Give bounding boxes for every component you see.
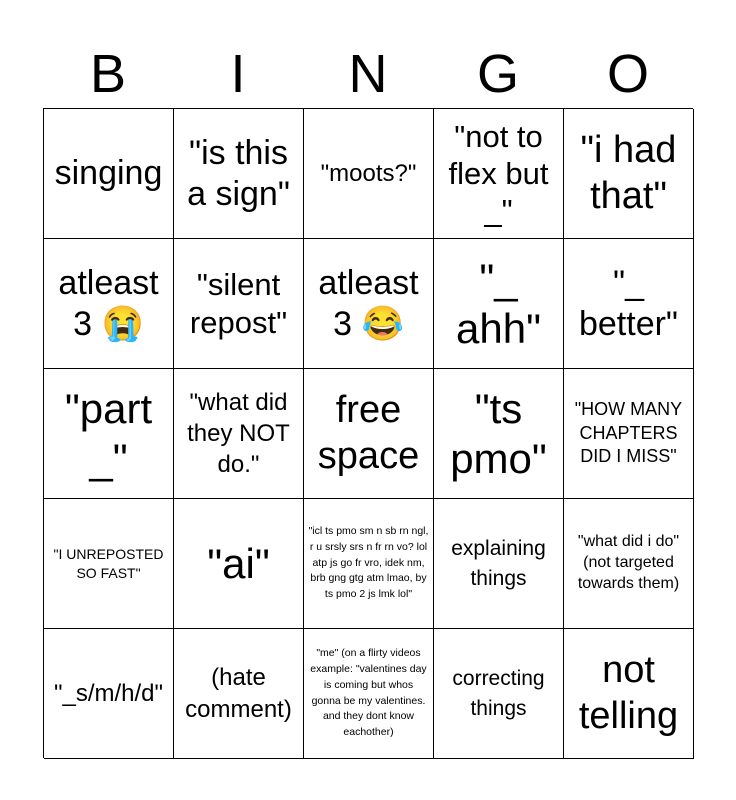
bingo-cell-r1-c1[interactable] [44, 109, 174, 239]
cell-text: "i had that" [580, 128, 677, 217]
cell-text: "me" (on a flirty videos example: "valentines day is coming but whos gonna be my valentines. and they dont know eachother) [310, 647, 427, 738]
bingo-cell-r4-c1[interactable] [44, 499, 174, 629]
bingo-cell-r3-c1[interactable] [44, 369, 174, 499]
bingo-cell-r4-c2[interactable] [174, 499, 304, 629]
cell-text: "moots?" [320, 159, 417, 187]
cell-text: "what did they NOT do." [187, 388, 290, 479]
cell-text: "I UNREPOSTED SO FAST" [53, 545, 164, 581]
header-letter-b: B [89, 44, 127, 104]
bingo-cell-r1-c4[interactable] [434, 109, 564, 239]
cell-text: "icl ts pmo sm n sb rn ngl, r u srsly srs n fr rn vo? lol atp js go fr vro, idek nm, brb gng gtg atm lmao, by ts pmo 2 js lmk lol" [308, 525, 429, 601]
bingo-cell-r3-c5[interactable] [564, 369, 694, 499]
cell-text: atleast 3 😭 [58, 263, 159, 343]
cell-text: "part _" [64, 384, 153, 482]
bingo-cell-r5-c2[interactable] [174, 629, 304, 759]
bingo-cell-r2-c3[interactable] [304, 239, 434, 369]
bingo-cell-r1-c2[interactable] [174, 109, 304, 239]
bingo-header [43, 40, 693, 108]
bingo-cell-r2-c5[interactable] [564, 239, 694, 369]
bingo-cell-r3-c2[interactable] [174, 369, 304, 499]
bingo-cell-r1-c3[interactable] [304, 109, 434, 239]
cell-text: "_ ahh" [456, 254, 541, 352]
cell-text: "_ better" [578, 263, 678, 343]
bingo-cell-r1-c5[interactable] [564, 109, 694, 239]
bingo-cell-r4-c4[interactable] [434, 499, 564, 629]
cell-text: "_s/m/h/d" [53, 679, 164, 707]
cell-text: "not to flex but _" [448, 118, 549, 229]
bingo-cell-r4-c5[interactable] [564, 499, 694, 629]
bingo-cell-r5-c5[interactable] [564, 629, 694, 759]
bingo-cell-r2-c1[interactable] [44, 239, 174, 369]
cell-text: "HOW MANY CHAPTERS DID I MISS" [574, 399, 683, 467]
cell-text: not telling [578, 648, 679, 737]
bingo-cell-r3-c4[interactable] [434, 369, 564, 499]
cell-text: atleast 3 😂 [318, 263, 419, 343]
bingo-cell-r5-c4[interactable] [434, 629, 564, 759]
header-letter-i: I [230, 44, 246, 104]
cell-text: "ai" [207, 539, 270, 587]
bingo-cell-r5-c1[interactable] [44, 629, 174, 759]
cell-text: "ts pmo" [450, 384, 547, 482]
header-letter-n: N [348, 44, 388, 104]
bingo-cell-r4-c3[interactable] [304, 499, 434, 629]
cell-text: "what did i do" (not targeted towards them) [577, 533, 680, 592]
header-letter-o: O [606, 44, 649, 104]
cell-text: explaining things [451, 537, 546, 590]
cell-text: correcting things [452, 667, 545, 720]
free-space-text: free space [317, 388, 420, 477]
bingo-cell-r3-c3[interactable] [304, 369, 434, 499]
header-letter-g: G [476, 44, 519, 104]
cell-text: (hate comment) [185, 664, 292, 723]
cell-text: "is this a sign" [187, 133, 290, 213]
bingo-cell-r5-c3[interactable] [304, 629, 434, 759]
bingo-cell-r2-c4[interactable] [434, 239, 564, 369]
bingo-cell-r2-c2[interactable] [174, 239, 304, 369]
cell-text: singing [54, 154, 163, 193]
bingo-grid [43, 108, 693, 758]
cell-text: "silent repost" [189, 267, 288, 340]
